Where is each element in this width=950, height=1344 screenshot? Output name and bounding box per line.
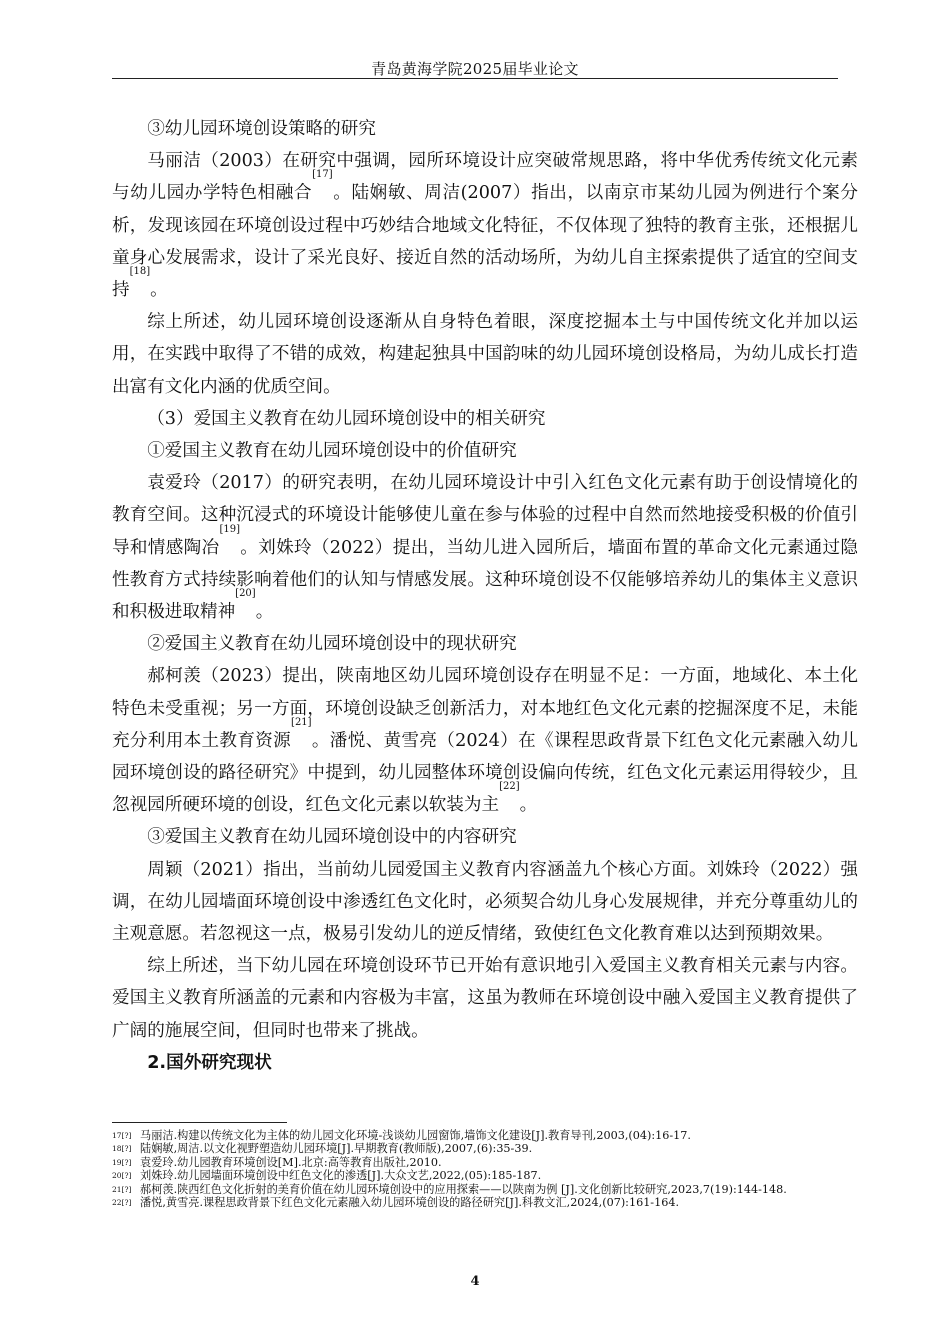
paragraph-5: 周颖（2021）指出，当前幼儿园爱国主义教育内容涵盖九个核心方面。刘姝玲（2022）强调，在幼儿园墙面环境创设中渗透红色文化时，必须契合幼儿身心发展规律，并充分尊重幼儿的主观意愿。若忽视这一点，极易引发幼儿的逆反情绪，致使红色文化教育难以达到预期效果。 — [112, 859, 858, 945]
citation-21: [21] — [291, 716, 312, 728]
footnote-text: 刘姝玲.幼儿园墙面环境创设中红色文化的渗透[J].大众文艺,2022,(05):185-187. — [140, 1169, 542, 1183]
footnote-mark: 22[?] — [112, 1198, 132, 1208]
citation-20: [20] — [235, 588, 256, 600]
paragraph-6: 综上所述，当下幼儿园在环境创设环节已开始有意识地引入爱国主义教育相关元素与内容。爱国主义教育所涵盖的元素和内容极为丰富，这虽为教师在环境创设中融入爱国主义教育提供了广阔的施展空间，但同时也带来了挑战。 — [112, 956, 858, 1041]
footnote-mark: 20[?] — [112, 1171, 132, 1181]
footnote-mark: 21[?] — [112, 1184, 132, 1194]
footnote-text: 郝柯羡.陕西红色文化折射的美育价值在幼儿园环境创设中的应用探索——以陕南为例 [J].文化创新比较研究,2023,7(19):144-148. — [140, 1182, 787, 1196]
footnote-text: 袁爱玲.幼儿园教育环境创设[M].北京:高等教育出版社,2010. — [140, 1155, 442, 1169]
footnote-mark: 17[?] — [112, 1131, 132, 1140]
heading-content: ③爱国主义教育在幼儿园环境创设中的内容研究 — [147, 827, 517, 848]
citation-18: [18] — [129, 266, 151, 278]
citation-22: [22] — [499, 781, 520, 793]
footnote-text: 潘悦,黄雪亮.课程思政背景下红色文化元素融入幼儿园环境创设的路径研究[J].科教文汇,2024,(07):161-164. — [140, 1196, 679, 1210]
paragraph-1: 马丽洁（2003）在研究中强调，园所环境设计应突破常规思路，将中华优秀传统文化元素与幼儿园办学特色相融合[17]。陆娴敏、周洁(2007）指出，以南京市某幼儿园为例进行个案分析，发现该园在环境创设过程中巧妙结合地域文化特征，不仅体现了独特的教育主张，还根据儿童身心发展需求，设计了采光良好、接近自然的活动场所，为幼儿自主探索提供了适宜的空间支持[18]。 — [112, 151, 858, 301]
footnote-divider — [112, 1122, 287, 1123]
citation-19: [19] — [219, 523, 240, 535]
footnote-item — [112, 1169, 860, 1182]
heading-strategy: ③幼儿园环境创设策略的研究 — [147, 119, 376, 139]
footnote-mark: 18[?] — [112, 1144, 132, 1154]
footnote-item — [112, 1142, 860, 1155]
heading-foreign-research: 2.国外研究现状 — [147, 1052, 272, 1073]
body-text — [112, 113, 858, 1079]
footnotes — [112, 1129, 860, 1209]
footnote-text: 马丽洁.构建以传统文化为主体的幼儿园文化环境-浅谈幼儿园窗饰,墙饰文化建设[J].教育导刊,2003,(04):16-17. — [140, 1129, 691, 1142]
citation-17: [17] — [312, 169, 333, 181]
paragraph-4: 郝柯羡（2023）提出，陕南地区幼儿园环境创设存在明显不足：一方面，地域化、本土化特色未受重视；另一方面，环境创设缺乏创新活力，对本地红色文化元素的挖掘深度不足，未能充分利用本土教育资源[21]。潘悦、黄雪亮（2024）在《课程思政背景下红色文化元素融入幼儿园环境创设的路径研究》中提到，幼儿园整体环境创设偏向传统，红色文化元素运用得较少，且忽视园所硬环境的创设，红色文化元素以软装为主[22]。 — [112, 666, 858, 816]
footnote-item — [112, 1196, 860, 1209]
page-header: 青岛黄海学院2025届毕业论文 — [371, 60, 579, 78]
heading-value: ①爱国主义教育在幼儿园环境创设中的价值研究 — [147, 441, 517, 462]
heading-section-3: （3）爱国主义教育在幼儿园环境创设中的相关研究 — [147, 408, 546, 429]
header-divider — [112, 78, 838, 79]
footnote-mark: 19[?] — [112, 1157, 132, 1167]
footnote-text: 陆娴敏,周洁.以文化视野塑造幼儿园环境[J].早期教育(教师版),2007,(6):35-39. — [140, 1142, 533, 1156]
paragraph-3: 袁爱玲（2017）的研究表明，在幼儿园环境设计中引入红色文化元素有助于创设情境化的教育空间。这种沉浸式的环境设计能够使儿童在参与体验的过程中自然而然地接受积极的价值引导和情感陶冶[19]。刘姝玲（2022）提出，当幼儿进入园所后，墙面布置的革命文化元素通过隐性教育方式持续影响着他们的认知与情感发展。这种环境创设不仅能够培养幼儿的集体主义意识和积极进取精神[20]。 — [112, 473, 858, 623]
page-number: 4 — [470, 1274, 480, 1289]
heading-status: ②爱国主义教育在幼儿园环境创设中的现状研究 — [147, 634, 517, 655]
paragraph-2: 综上所述，幼儿园环境创设逐渐从自身特色着眼，深度挖掘本土与中国传统文化并加以运用，在实践中取得了不错的成效，构建起独具中国韵味的幼儿园环境创设格局，为幼儿成长打造出富有文化内涵的优质空间。 — [112, 312, 858, 397]
footnote-item — [112, 1183, 860, 1196]
footnote-item — [112, 1156, 860, 1169]
footnote-item — [112, 1129, 860, 1142]
